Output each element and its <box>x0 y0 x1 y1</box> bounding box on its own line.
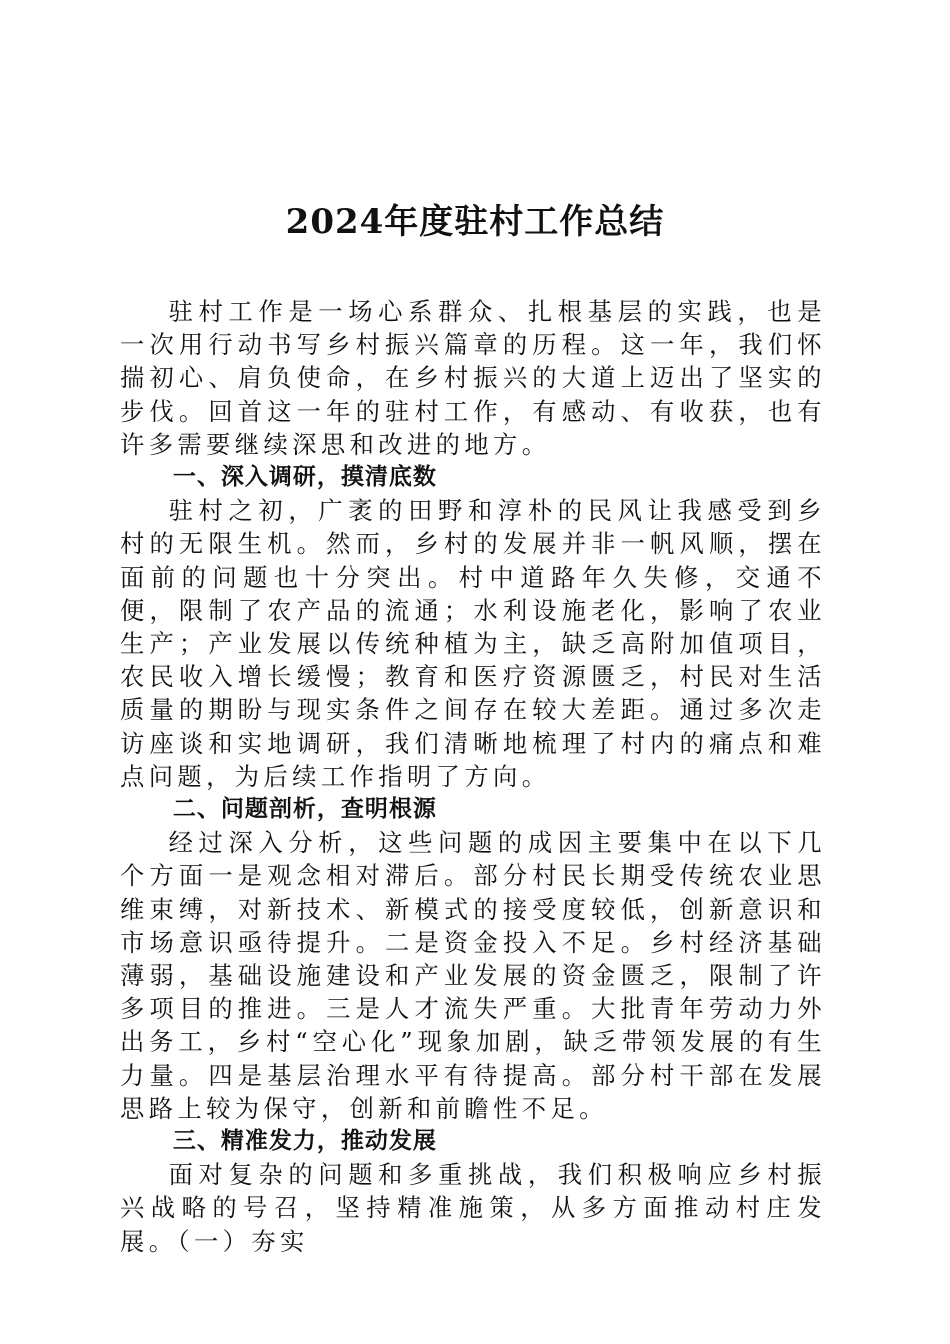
document-body <box>120 295 826 1258</box>
intro-paragraph: 驻村工作是一场心系群众、扎根基层的实践，也是一次用行动书写乡村振兴篇章的历程。这一年，我们怀揣初心、肩负使命，在乡村振兴的大道上迈出了坚实的步伐。回首这一年的驻村工作，有感动、有收获，也有许多需要继续深思和改进的地方。 <box>120 297 826 459</box>
section-3-heading: 三、精准发力，推动发展 <box>172 1128 437 1155</box>
section-2-paragraph: 经过深入分析，这些问题的成因主要集中在以下几个方面一是观念相对滞后。部分村民长期受传统农业思维束缚，对新技术、新模式的接受度较低，创新意识和市场意识亟待提升。二是资金投入不足。乡村经济基础薄弱，基础设施建设和产业发展的资金匮乏，限制了许多项目的推进。三是人才流失严重。大批青年劳动力外出务工，乡村“空心化”现象加剧，缺乏带领发展的有生力量。四是基层治理水平有待提高。部分村干部在发展思路上较为保守，创新和前瞻性不足。 <box>120 828 826 1123</box>
section-2-heading: 二、问题剖析，查明根源 <box>172 796 437 823</box>
section-3-paragraph: 面对复杂的问题和多重挑战，我们积极响应乡村振兴战略的号召，坚持精准施策，从多方面推动村庄发展。（一）夯实 <box>120 1160 826 1256</box>
section-1-paragraph: 驻村之初，广袤的田野和淳朴的民风让我感受到乡村的无限生机。然而，乡村的发展并非一帆风顺，摆在面前的问题也十分突出。村中道路年久失修，交通不便，限制了农产品的流通；水利设施老化，影响了农业生产；产业发展以传统种植为主，缺乏高附加值项目，农民收入增长缓慢；教育和医疗资源匮乏，村民对生活质量的期盼与现实条件之间存在较大差距。通过多次走访座谈和实地调研，我们清晰地梳理了村内的痛点和难点问题，为后续工作指明了方向。 <box>120 496 826 791</box>
section-1-heading: 一、深入调研，摸清底数 <box>172 464 437 491</box>
document-title: 2024年度驻村工作总结 <box>285 202 665 242</box>
